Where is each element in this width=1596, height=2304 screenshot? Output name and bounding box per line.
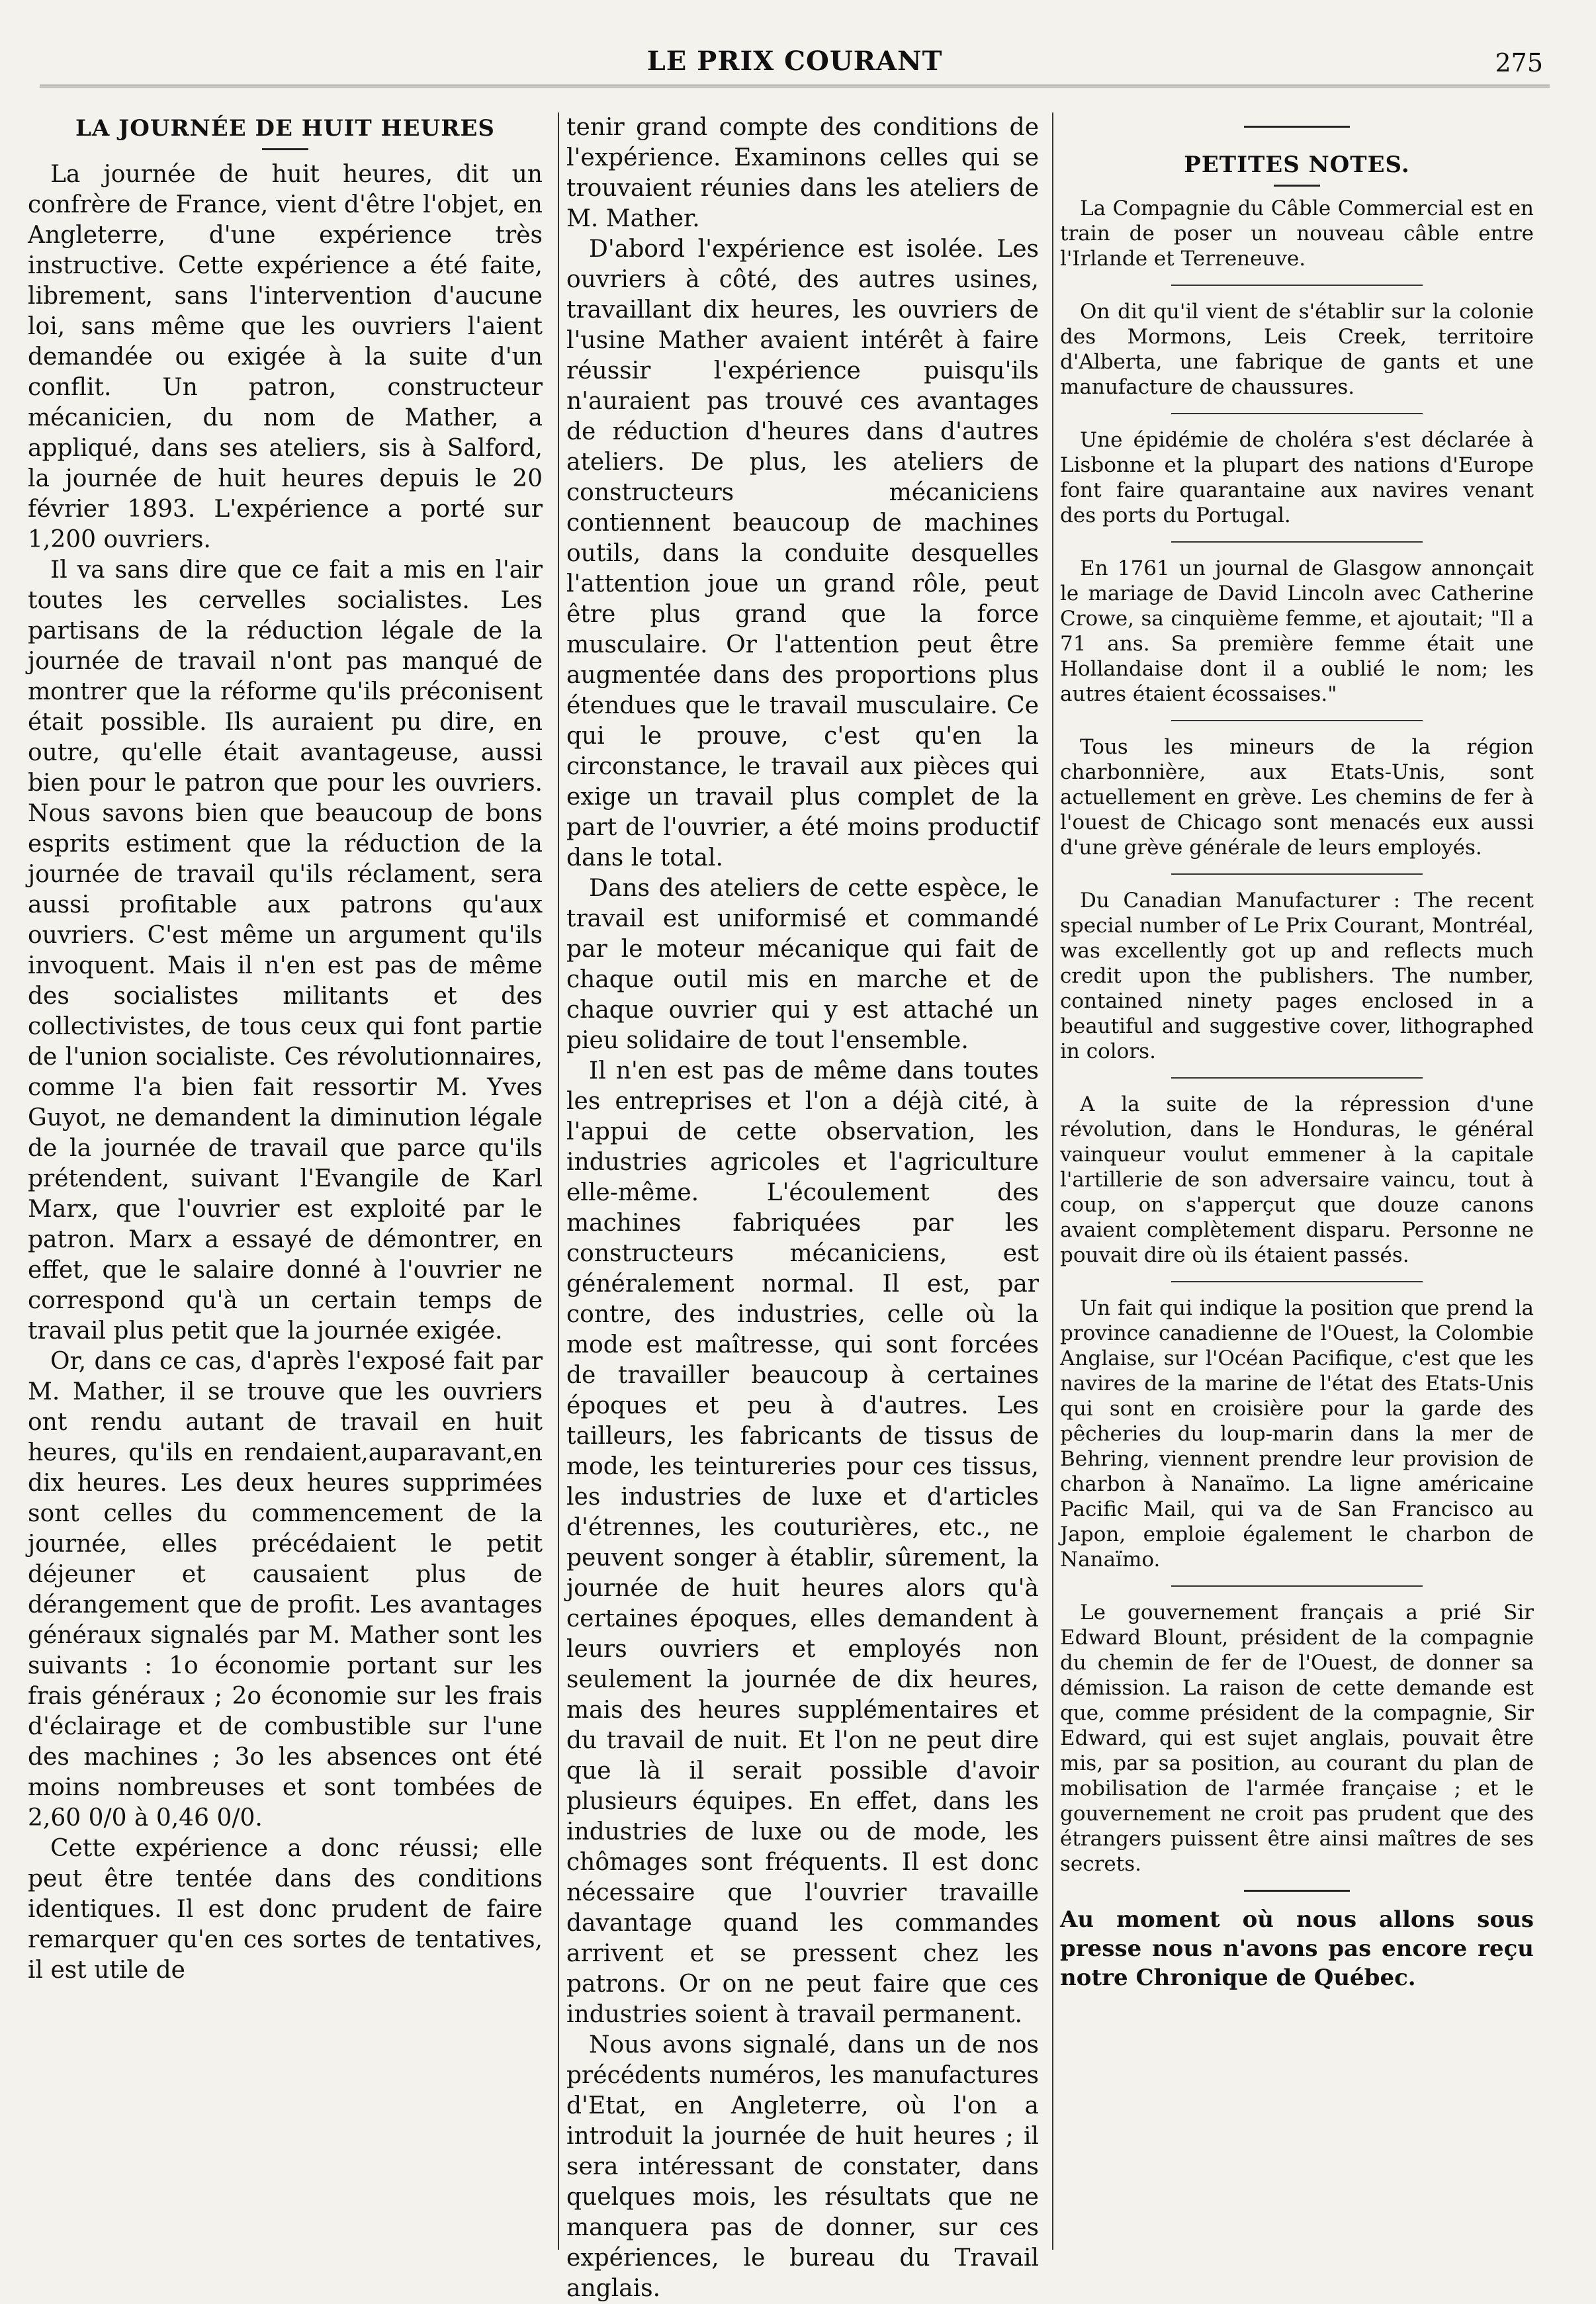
article-paragraph: Dans des ateliers de cette espèce, le travail est uniformisé et commandé par le moteur mécanique qui fait de chaque outil mis en marche et de chaque ouvrier qui y est attaché un pieu solidaire de tout l'ensemble. bbox=[566, 875, 1039, 1054]
column-separator bbox=[558, 112, 559, 2250]
article-paragraph: tenir grand compte des conditions de l'expérience. Examinons celles qui se trouvaient réunies dans les ateliers de M. Mather. bbox=[566, 114, 1039, 232]
note-item: Tous les mineurs de la région charbonnière, aux Etats-Unis, sont actuellement en grève. Les chemins de fer à l'ouest de Chicago sont menacés eux aussi d'une grève générale de leurs employés. bbox=[1060, 735, 1534, 860]
article-paragraph: Il va sans dire que ce fait a mis en l'air toutes les cervelles socialistes. Les partisans de la réduction légale de la journée de travail n'ont pas manqué de montrer que la réforme qu'ils préconisent était possible. Ils auraient pu dire, en outre, qu'elle était avantageuse, aussi bien pour le patron que pour les ouvriers. Nous savons bien que beaucoup de bons esprits estiment que la réduction de la journée de travail qu'ils réclament, sera aussi profitable aux patrons qu'aux ouvriers. C'est même un argument qu'ils invoquent. Mais il n'en est pas de même des socialistes militants et des collectivistes, de tous ceux qui font partie de l'union socialiste. Ces révolutionnaires, comme l'a bien fait ressortir M. Yves Guyot, ne demandent la diminution légale de la journée de travail que parce qu'ils prétendent, suivant l'Evangile de Karl Marx, que l'ouvrier est exploité par le patron. Marx a essayé de démontrer, en effet, que le salaire donné à l'ouvrier ne correspond qu'à un certain temps de travail plus petit que la journée exigée. bbox=[28, 556, 543, 1345]
note-item: On dit qu'il vient de s'établir sur la colonie des Mormons, Leis Creek, territoire d'Alberta, une fabrique de gants et une manufacture de chaussures. bbox=[1060, 300, 1534, 399]
publication-title: LE PRIX COURANT bbox=[646, 46, 943, 77]
column-separator bbox=[1052, 112, 1053, 2250]
page-number: 275 bbox=[1495, 48, 1543, 77]
note-divider bbox=[1171, 285, 1423, 286]
note-divider bbox=[1171, 413, 1423, 414]
ornament-rule bbox=[1244, 126, 1350, 128]
title-rule bbox=[1274, 185, 1320, 187]
ornament-rule bbox=[1244, 1890, 1350, 1892]
column-2 bbox=[564, 112, 1047, 2302]
note-divider bbox=[1171, 1585, 1423, 1587]
note-item: La Compagnie du Câble Commercial est en train de poser un nouveau câble entre l'Irlande et Terreneuve. bbox=[1060, 197, 1534, 271]
article-paragraph: Il n'en est pas de même dans toutes les entreprises et l'on a déjà cité, à l'appui de cette observation, les industries agricoles et l'agriculture elle-même. L'écoulement des machines fabriquées par les constructeurs mécaniciens, est généralement normal. Il est, par contre, des industries, celle où la mode est maîtresse, qui sont forcées de travailler beaucoup à certaines époques et peu à d'autres. Les tailleurs, les fabricants de tissus de mode, les teintureries pour ces tissus, les industries de luxe et d'articles d'étrennes, les couturières, etc., ne peuvent songer à établir, sûrement, la journée de huit heures alors qu'à certaines époques, elles demandent à leurs ouvriers et employés non seulement la journée de dix heures, mais des heures supplémentaires et du travail de nuit. Et l'on ne peut dire que là il serait possible d'avoir plusieurs équipes. En effet, dans les industries de luxe ou de mode, les chômages sont fréquents. Il est donc nécessaire que l'ouvrier travaille davantage quand les commandes arrivent et se pressent chez les patrons. Or on ne peut faire que ces industries soient à travail permanent. bbox=[566, 1057, 1039, 2028]
article-paragraph: Cette expérience a donc réussi; elle peut être tentée dans des conditions identiques. Il est donc prudent de faire remarquer qu'en ces sortes de tentatives, il est utile de bbox=[28, 1835, 543, 1984]
note-item: A la suite de la répression d'une révolution, dans le Honduras, le général vainqueur voulut emmener à la capitale l'artillerie de son adversaire vaincu, tout à coup, on s'apperçut que douze canons avaient complètement disparu. Personne ne pouvait dire où ils étaient passés. bbox=[1060, 1092, 1534, 1267]
article-paragraph: Nous avons signalé, dans un de nos précédents numéros, les manufactures d'Etat, en Angleterre, où l'on a introduit la journée de huit heures ; il sera intéressant de constater, dans quelques mois, les résultats que ne manquera pas de donner, sur ces expériences, le bureau du Travail anglais. bbox=[566, 2031, 1039, 2302]
note-divider bbox=[1171, 720, 1423, 721]
page-header bbox=[40, 36, 1550, 83]
note-item: Du Canadian Manufacturer : The recent special number of Le Prix Courant, Montréal, was excellently got up and reflects much credit upon the publishers. The number, contained ninety pages enclosed in a beautiful and suggestive cover, lithographed in colors. bbox=[1060, 889, 1534, 1063]
note-item: Une épidémie de choléra s'est déclarée à Lisbonne et la plupart des nations d'Europe font faire quarantaine aux navires venant des ports du Portugal. bbox=[1060, 428, 1534, 527]
note-divider bbox=[1171, 1077, 1423, 1079]
note-item: Le gouvernement français a prié Sir Edward Blount, président de la compagnie du chemin de fer de l'Ouest, de donner sa démission. La raison de cette demande est que, comme président de la compagnie, Sir Edward, qui est sujet anglais, pouvait être mis, par sa position, au courant du plan de mobilisation de l'armée française ; et le gouvernement ne croit pas prudent que des étrangers puissent être ainsi maîtres de ses secrets. bbox=[1060, 1601, 1534, 1876]
closing-notice: Au moment où nous allons sous presse nous n'avons pas encore reçu notre Chronique de Québec. bbox=[1060, 1906, 1534, 1991]
note-divider bbox=[1171, 1281, 1423, 1282]
article-paragraph: D'abord l'expérience est isolée. Les ouvriers à côté, des autres usines, travaillant dix heures, les ouvriers de l'usine Mather avaient intérêt à faire réussir l'expérience puisqu'ils n'auraient pas trouvé ces avantages de réduction d'heures dans d'autres ateliers. De plus, les ateliers de constructeurs mécaniciens contiennent beaucoup de machines outils, dans la conduite desquelles l'attention joue un grand rôle, peut être plus grand que la force musculaire. Or l'attention peut être augmentée dans des proportions plus étendues que le travail musculaire. Ce qui le prouve, c'est qu'en la circonstance, le travail aux pièces qui exige un travail plus complet de la part de l'ouvrier, a été moins productif dans le total. bbox=[566, 236, 1039, 871]
note-divider bbox=[1171, 873, 1423, 875]
article-title: LA JOURNÉE DE HUIT HEURES bbox=[75, 115, 495, 142]
title-rule bbox=[262, 148, 308, 150]
article-paragraph: Or, dans ce cas, d'après l'exposé fait par M. Mather, il se trouve que les ouvriers ont rendu autant de travail en huit heures, qu'ils en rendaient,auparavant,en dix heures. Les deux heures supprimées sont celles du commencement de la journée, elles précédaient le petit déjeuner et causaient plus de dérangement que de profit. Les avantages généraux signalés par M. Mather sont les suivants : 1o économie portant sur les frais généraux ; 2o économie sur les frais d'éclairage et de combustible sur l'une des machines ; 3o les absences ont été moins nombreuses et sont tombées de 2,60 0/0 à 0,46 0/0. bbox=[28, 1348, 543, 1832]
header-rule bbox=[40, 85, 1550, 87]
note-divider bbox=[1171, 541, 1423, 543]
notes-title: PETITES NOTES. bbox=[1184, 152, 1410, 178]
column-1 bbox=[28, 112, 551, 2250]
article-paragraph: La journée de huit heures, dit un confrère de France, vient d'être l'objet, en Angleterre, d'une expérience très instructive. Cette expérience a été faite, librement, sans l'intervention d'aucune loi, sans même que les ouvriers l'aient demandée ou exigée à la suite d'un conflit. Un patron, constructeur mécanicien, du nom de Mather, a appliqué, dans ses ateliers, sis à Salford, la journée de huit heures depuis le 20 février 1893. L'expérience a porté sur 1,200 ouvriers. bbox=[28, 161, 543, 553]
column-3 bbox=[1057, 112, 1534, 2250]
note-item: Un fait qui indique la position que prend la province canadienne de l'Ouest, la Colombie Anglaise, sur l'Océan Pacifique, c'est que les navires de la marine de l'état des Etats-Unis qui sont en croisière pour la garde des pêcheries du loup-marin dans la mer de Behring, viennent prendre leur provision de charbon à Nanaïmo. La ligne américaine Pacific Mail, qui va de San Francisco au Japon, emploie également le charbon de Nanaïmo. bbox=[1060, 1296, 1534, 1572]
note-item: En 1761 un journal de Glasgow annonçait le mariage de David Lincoln avec Catherine Crowe, sa cinquième femme, et ajoutait; "Il a 71 ans. Sa première femme était une Hollandaise dont il a oublié le nom; les autres étaient écossaises." bbox=[1060, 556, 1534, 706]
